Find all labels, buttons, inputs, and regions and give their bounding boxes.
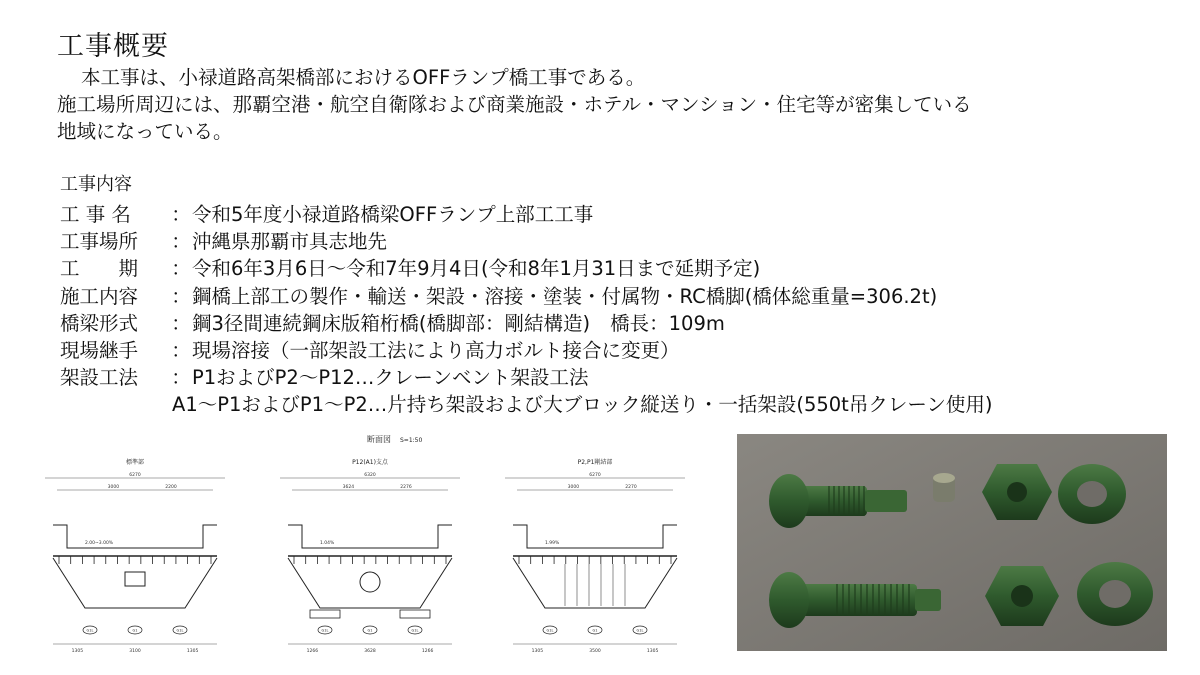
detail-value: 現場溶接（一部架設工法により高力ボルト接合に変更） (192, 339, 680, 363)
dimension-label: 1266 (306, 649, 319, 654)
dimension-label: 3500 (589, 649, 601, 654)
detail-value: P1およびP2～P12…クレーンベント架設工法 (192, 366, 589, 390)
girder-marker-label: G1 (592, 628, 598, 633)
panel-label: 標準部 (125, 459, 145, 466)
detail-label: 架設工法 (60, 366, 139, 390)
detail-value: 鋼3径間連続鋼床版箱桁橋(橋脚部：剛結構造) (192, 311, 591, 335)
detail-row-type (60, 310, 993, 337)
bridge-length: 橋長：109m (610, 311, 725, 335)
girder-marker-label: G1L (546, 628, 554, 633)
panel-label: P2,P1剛結部 (577, 459, 613, 466)
detail-row-joint (60, 337, 993, 364)
drawing-title: 断面図 (367, 435, 391, 444)
girder-marker-label: G1L (411, 628, 419, 633)
dimension-label: 3000 (107, 485, 120, 490)
detail-value: 令和5年度小禄道路橋梁OFFランプ上部工工事 (192, 203, 594, 226)
detail-row-erection (60, 364, 993, 391)
detail-row-content (60, 283, 993, 310)
nut-cap-icon (933, 473, 955, 502)
section-label: 工事内容 (60, 174, 132, 195)
detail-separator: ： (171, 311, 191, 335)
detail-label: 橋梁形式 (60, 311, 139, 335)
bearing (310, 610, 340, 618)
dimension-label: 1305 (646, 649, 659, 654)
drawing-scale: S=1:50 (400, 437, 423, 444)
detail-row-period (60, 255, 993, 282)
detail-separator: ： (171, 257, 191, 281)
detail-label: 現場継手 (60, 339, 139, 363)
detail-row-location (60, 228, 993, 255)
detail-separator: ： (171, 203, 191, 226)
dimension-label: 3628 (364, 649, 376, 654)
overview-line-2: 施工場所周辺には、那覇空港・航空自衛隊および商業施設・ホテル・マンション・住宅等が密集している (57, 93, 972, 116)
detail-label: 工 期 (60, 257, 139, 281)
overview-line-3: 地域になっている。 (57, 120, 233, 143)
dimension-label: 3000 (567, 485, 580, 490)
slope-label: 1.04% (320, 541, 335, 546)
dimension-label: 2276 (400, 485, 412, 490)
dimension-label: 2270 (625, 485, 637, 490)
dimension-label: 1266 (421, 649, 434, 654)
detail-label: 工事場所 (60, 230, 139, 254)
detail-value: 沖縄県那覇市具志地先 (192, 230, 388, 254)
manhole (360, 572, 380, 592)
page-title: 工事概要 (57, 31, 169, 62)
bolt-photo (737, 434, 1167, 651)
girder-marker-label: G1 (367, 628, 373, 633)
girder-marker-label: G1L (86, 628, 94, 633)
overview-line-1: 本工事は、小禄道路高架橋部におけるOFFランプ橋工事である。 (81, 66, 646, 89)
girder-marker-label: G1 (132, 628, 138, 633)
detail-list (60, 201, 993, 419)
detail-label: 施工内容 (60, 284, 139, 308)
deck-outline (53, 525, 217, 548)
detail-value: 鋼橋上部工の製作・輸送・架設・溶接・塗装・付属物・RC橋脚(橋体総重量=306.2t) (192, 284, 938, 308)
box-girder (53, 558, 217, 608)
detail-value: 令和6年3月6日～令和7年9月4日(令和8年1月31日まで延期予定) (192, 257, 761, 281)
dimension-label: 3100 (129, 649, 141, 654)
washer-icon (1077, 562, 1153, 626)
slope-label: 2.00~3.00% (85, 541, 114, 546)
box-girder (513, 558, 677, 608)
cross-section-drawing (35, 430, 695, 660)
dimension-label: 3624 (342, 485, 355, 490)
bearing (400, 610, 430, 618)
panel-label: P12(A1)支点 (352, 459, 388, 466)
girder-marker-label: G1L (176, 628, 184, 633)
detail-separator: ： (171, 230, 191, 254)
detail-separator: ： (171, 284, 191, 308)
dimension-label: 2200 (165, 485, 177, 490)
detail-label: 工 事 名 (60, 203, 131, 226)
manhole (125, 572, 145, 586)
deck-outline (288, 525, 452, 548)
dimension-label: 1305 (71, 649, 84, 654)
dimension-label: 6270 (589, 473, 601, 478)
slope-label: 1.99% (545, 541, 560, 546)
detail-separator: ： (171, 366, 191, 390)
dimension-label: 1305 (186, 649, 199, 654)
detail-row-name (60, 201, 993, 228)
dimension-label: 6270 (129, 473, 141, 478)
dimension-label: 1305 (531, 649, 544, 654)
girder-marker-label: G1L (636, 628, 644, 633)
girder-marker-label: G1L (321, 628, 329, 633)
detail-separator: ： (171, 339, 191, 363)
dimension-label: 6320 (364, 473, 376, 478)
detail-value-continued: A1～P1およびP1～P2…片持ち架設および大ブロック縦送り・一括架設(550t吊クレーン使用) (172, 393, 993, 417)
washer-icon (1058, 464, 1126, 524)
box-girder (288, 558, 452, 608)
overview-text (57, 64, 972, 145)
deck-outline (513, 525, 677, 548)
